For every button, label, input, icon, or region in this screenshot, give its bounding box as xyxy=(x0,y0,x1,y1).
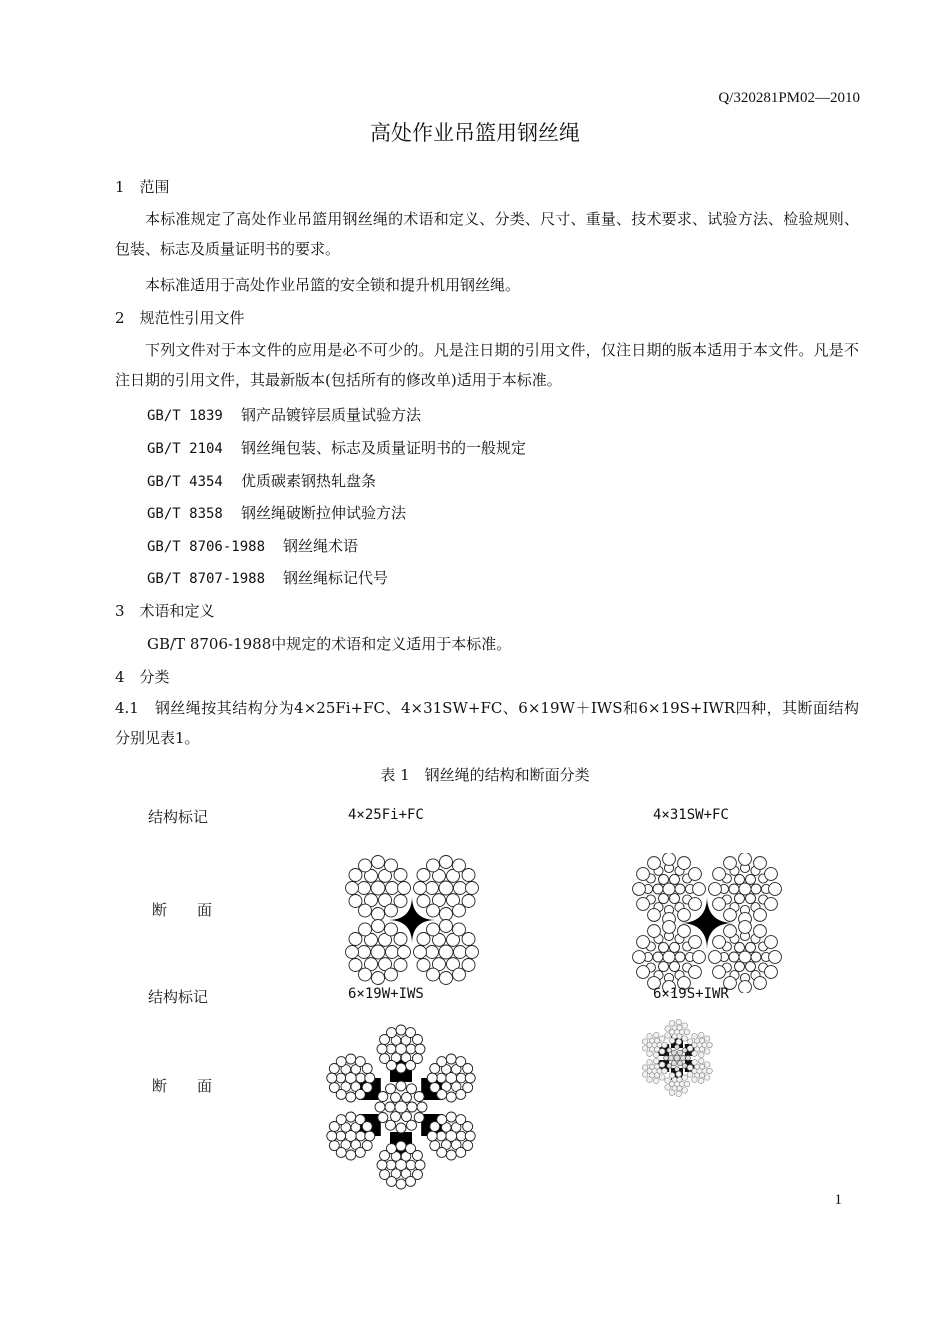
reference-item xyxy=(147,567,388,591)
structure-type-4: 6×19S+IWR xyxy=(653,986,729,1002)
reference-item xyxy=(147,470,376,494)
section-1-paragraph-1: 本标准规定了高处作业吊篮用钢丝绳的术语和定义、分类、尺寸、重量、技术要求、试验方法、检验规则、包装、标志及质量证明书的要求。 xyxy=(115,210,859,258)
reference-code: GB/T 2104 xyxy=(147,441,223,457)
page-number: 1 xyxy=(834,1192,842,1208)
section-label: 断 面 xyxy=(152,1077,213,1095)
reference-item xyxy=(147,437,526,461)
reference-name: 钢丝绳术语 xyxy=(283,537,359,555)
table-caption: 表 1 钢丝绳的结构和断面分类 xyxy=(380,766,590,784)
reference-name: 优质碳素钢热轧盘条 xyxy=(241,472,377,490)
section-label: 断 面 xyxy=(152,901,213,919)
structure-type-2: 4×31SW+FC xyxy=(653,807,729,823)
section-2-heading: 2 规范性引用文件 xyxy=(115,309,245,327)
reference-code: GB/T 1839 xyxy=(147,408,223,424)
reference-name: 钢丝绳标记代号 xyxy=(283,569,389,587)
cross-section-6x19s-iwr xyxy=(636,1018,718,1098)
reference-code: GB/T 8358 xyxy=(147,506,223,522)
reference-item xyxy=(147,502,406,526)
reference-name: 钢丝绳包装、标志及质量证明书的一般规定 xyxy=(241,439,527,457)
reference-name: 钢产品镀锌层质量试验方法 xyxy=(241,406,422,424)
reference-item xyxy=(147,535,358,559)
cross-section-6x19w-iws xyxy=(325,1022,477,1192)
section-2-paragraph-1: 下列文件对于本文件的应用是必不可少的。凡是注日期的引用文件，仅注日期的版本适用于本文件。凡是不注日期的引用文件，其最新版本(包括所有的修改单)适用于本标准。 xyxy=(115,341,859,389)
section-3-paragraph-1: GB/T 8706-1988中规定的术语和定义适用于本标准。 xyxy=(147,635,512,653)
reference-name: 钢丝绳破断拉伸试验方法 xyxy=(241,504,407,522)
section-1-paragraph-2: 本标准适用于高处作业吊篮的安全锁和提升机用钢丝绳。 xyxy=(145,276,521,294)
structure-label: 结构标记 xyxy=(148,808,209,826)
reference-code: GB/T 8706-1988 xyxy=(147,539,266,555)
section-4-paragraph-1: 4.1 钢丝绳按其结构分为4×25Fi+FC、4×31SW+FC、6×19W＋IWS和6×19S+IWR四种，其断面结构分别见表1。 xyxy=(115,699,859,747)
structure-label: 结构标记 xyxy=(148,988,209,1006)
reference-code: GB/T 8707-1988 xyxy=(147,571,266,587)
structure-type-3: 6×19W+IWS xyxy=(348,986,424,1002)
section-4-heading: 4 分类 xyxy=(115,668,170,686)
standard-number: Q/320281PM02—2010 xyxy=(718,90,860,106)
section-3-heading: 3 术语和定义 xyxy=(115,602,215,620)
document-title: 高处作业吊篮用钢丝绳 xyxy=(370,121,580,145)
reference-code: GB/T 4354 xyxy=(147,474,223,490)
structure-type-1: 4×25Fi+FC xyxy=(348,807,424,823)
cross-section-4x25fi-fc xyxy=(343,853,481,987)
reference-item xyxy=(147,404,421,428)
cross-section-4x31sw-fc xyxy=(632,853,782,993)
section-1-heading: 1 范围 xyxy=(115,178,170,196)
